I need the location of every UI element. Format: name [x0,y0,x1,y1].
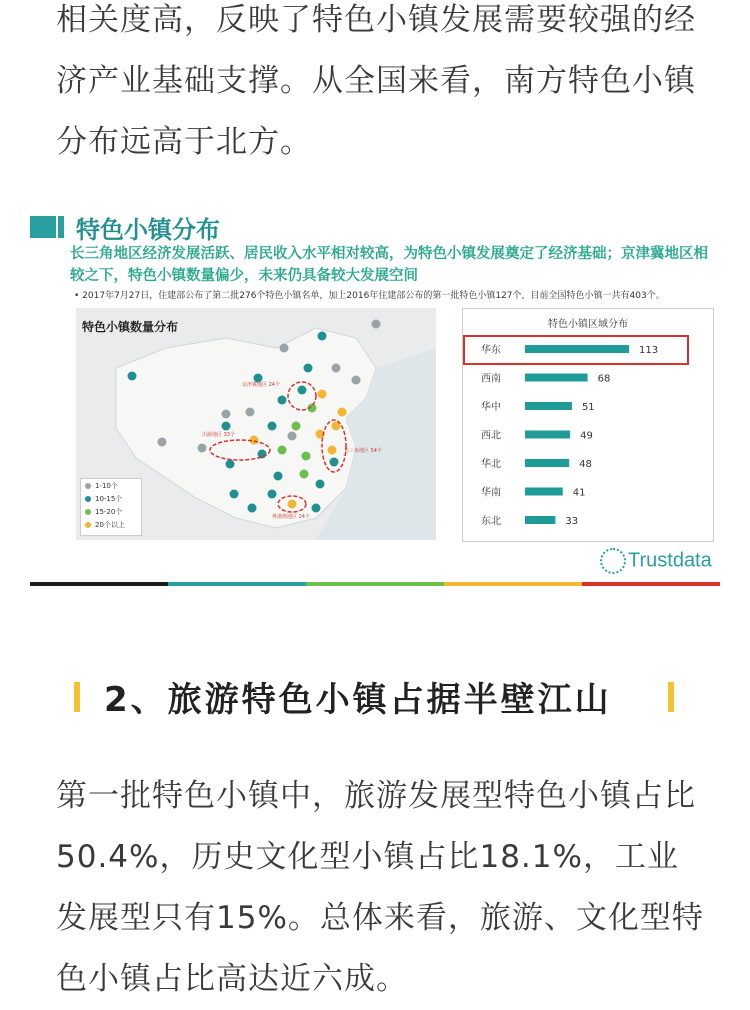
province-dot [300,470,309,479]
article-paragraph-1: 相关度高，反映了特色小镇发展需要较强的经济产业基础支撑。从全国来看，南方特色小镇分布远高于北方。 [56,2,696,160]
province-dot [246,408,255,417]
province-dot [316,480,325,489]
province-dot [304,364,313,373]
province-dot [278,446,287,455]
province-dot [226,460,235,469]
province-dot [268,422,277,431]
watermark-text: 大股若策划 [636,964,712,982]
section-heading [74,668,678,728]
province-dot [318,332,327,341]
legend-label: 20个以上 [95,520,125,529]
bar-category-label: 西南 [481,373,501,385]
bar-value-label: 68 [597,373,611,385]
province-dot [268,490,277,499]
legend-swatch [85,509,91,515]
infographic-subtitle: 长三角地区经济发展活跃、居民收入水平相对较高，为特色小镇发展奠定了经济基础；京津冀地区相较之下，特色小镇数量偏少，未来仍具备较大发展空间 [70,246,708,284]
province-dot [222,422,231,431]
province-dot [274,472,283,481]
wechat-icon [606,963,632,983]
bar [525,488,563,496]
province-dot [288,432,297,441]
province-dot [318,390,327,399]
watermark [606,962,711,983]
province-dot [288,500,297,509]
legend-swatch [85,522,91,528]
province-dot [292,422,301,431]
bar [525,374,588,382]
province-dot [330,458,339,467]
region-annotation: 川渝地区 33个 [202,432,235,438]
title-accent-bar-thin [58,216,64,238]
bar [525,459,569,467]
color-stripe [30,582,720,586]
bar [525,516,555,524]
heading-bar-left [74,682,80,712]
infographic-note: • 2017年7月27日，住建部公布了第二批276个特色小镇名单，加上2016年住建部公布的第一批特色小镇127个，目前全国特色小镇一共有403个。 [74,291,665,301]
bar-category-label: 华中 [481,402,501,413]
province-dot [372,320,381,329]
logo-text: Trustdata [628,549,712,572]
legend-item [81,492,141,505]
bar-value-label: 49 [580,430,593,442]
section-heading-text: 2、旅游特色小镇占据半壁江山 [104,680,612,720]
distribution-infographic [30,200,720,590]
trustdata-logo [600,548,712,574]
bar-category-label: 华南 [481,487,501,499]
province-dot [230,490,239,499]
province-dot [278,396,287,405]
map-legend [80,478,142,536]
bar-value-label: 48 [579,459,592,470]
province-dot [338,408,347,417]
legend-item [81,505,141,518]
province-dot [332,364,341,373]
map-title: 特色小镇数量分布 [82,320,179,334]
legend-swatch [85,496,91,502]
legend-label: 15-20个 [95,507,123,516]
bar-value-label: 41 [572,487,586,499]
bar-value-label: 113 [639,345,659,356]
legend-item [81,518,141,531]
province-dot [312,504,321,513]
bar-value-label: 51 [581,402,595,413]
heading-bar-right [668,682,674,712]
province-dot [280,344,289,353]
article-paragraph-2: 第一批特色小镇中，旅游发展型特色小镇占比50.4%，历史文化型小镇占比18.1%，工业发展型只有15%。总体来看，旅游、文化型特色小镇占比高达近六成。 [56,778,704,997]
legend-item [81,479,141,492]
infographic-title: 特色小镇分布 [76,216,220,244]
trustdata-mark-icon [600,548,626,574]
region-annotation: 长三角地区 54个 [344,448,382,454]
province-dot [248,504,257,513]
bar-category-label: 西北 [481,430,501,442]
province-dot [222,410,231,419]
province-dot [298,386,307,395]
bar-category-label: 华东 [481,345,501,356]
legend-swatch [85,483,91,489]
province-dot [352,376,361,385]
legend-label: 1-10个 [95,481,118,490]
highlight-box [463,335,689,365]
regional-bar-chart [462,308,714,542]
title-accent-bar [30,216,56,238]
bar-value-label: 33 [565,516,579,527]
bar [525,402,572,410]
province-dot [328,446,337,455]
region-annotation: 京津冀地区 24个 [242,382,280,388]
province-dot [198,444,207,453]
bar-category-label: 华北 [481,459,501,470]
province-dot [128,372,137,381]
province-dot [302,452,311,461]
province-dot [158,438,167,447]
bar-chart-title: 特色小镇区域分布 [548,319,628,330]
region-annotation: 粤港澳地区 24个 [272,514,310,520]
bar [525,431,570,439]
bar-category-label: 东北 [481,516,501,527]
legend-label: 10-15个 [95,494,123,503]
china-map-panel [76,308,436,540]
